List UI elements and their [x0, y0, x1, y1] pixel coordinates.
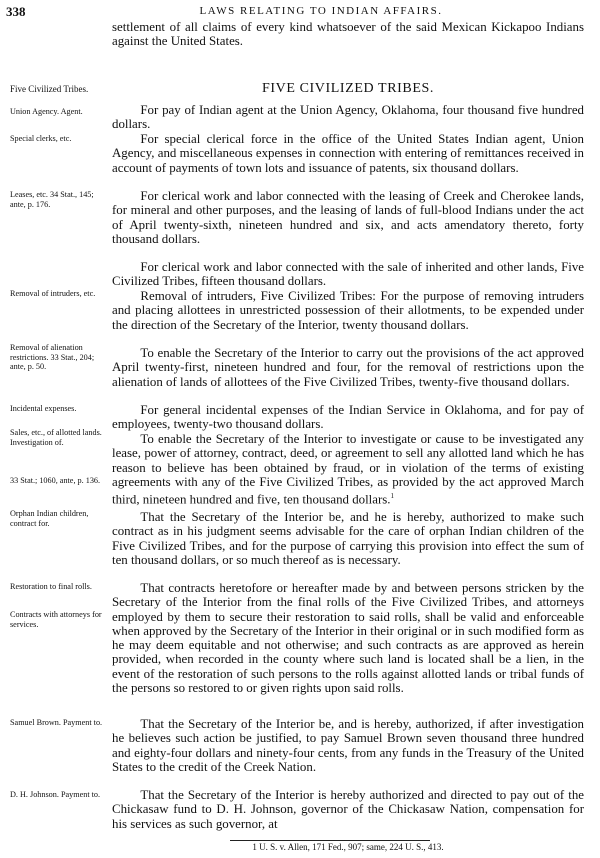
- paragraph-inherited-lands: For clerical work and labor connected with the sale of inherited and other lands, Five Civilized Tribes, fifteen thousand dollars.: [112, 260, 584, 289]
- footnote: 1 U. S. v. Allen, 171 Fed., 907; same, 224 U. S., 413.: [252, 842, 444, 852]
- paragraph-dh-johnson: That the Secretary of the Interior is hereby authorized and directed to pay out of the Chickasaw fund to D. H. Johnson, governor of the Chickasaw Nation, compensation for his services as such governor, at: [112, 788, 584, 831]
- footnote-rule: [230, 840, 430, 841]
- section-title: FIVE CIVILIZED TRIBES.: [262, 81, 434, 96]
- margin-note-alienation: Removal of alienation restrictions. 33 Stat., 204; ante, p. 50.: [10, 343, 95, 372]
- paragraph-special-clerks: For special clerical force in the office of the United States Indian agent, Union Agency, and miscellaneous expenses in connection with entering of remittances received in account of payments of town lots and issuance of patents, six thousand dollars.: [112, 132, 584, 175]
- page-number: 338: [6, 4, 26, 19]
- paragraph-alienation-restrictions: To enable the Secretary of the Interior to carry out the provisions of the act approved April twenty-first, nineteen hundred and four, for the removal of restrictions upon the alienation of lands of allottees of the Five Civilized Tribes, twenty-five thousand dollars.: [112, 346, 584, 389]
- paragraph-investigation: [112, 432, 584, 507]
- paragraph-union-agency: For pay of Indian agent at the Union Agency, Oklahoma, four thousand five hundred dollars.: [112, 103, 584, 132]
- margin-note-samuel-brown: Samuel Brown. Payment to.: [10, 718, 103, 727]
- margin-note-sales: Sales, etc., of allotted lands. Investigation of.: [10, 428, 102, 447]
- margin-note-incidental: Incidental expenses.: [10, 404, 77, 413]
- margin-note-removal-intruders: Removal of intruders, etc.: [10, 289, 96, 298]
- margin-note-stat-1060: 33 Stat.; 1060, ante, p. 136.: [10, 476, 101, 485]
- paragraph-removal-intruders: Removal of intruders, Five Civilized Tribes: For the purpose of removing intruders and placing allottees in unrestricted possession of their allotments, to be expended under the direction of the Secretary of the Interior, twenty thousand dollars.: [112, 289, 584, 332]
- paragraph-investigation-text: To enable the Secretary of the Interior to investigate or cause to be investigated any lease, power of attorney, contract, deed, or agreement to sell any allotted land which he has reason to believe has been obtained by fraud, or in violation of the terms of existing agreements with any of the Five Civilized Tribes, as provided by the act approved March third, nineteen hundred and five, ten thousand dollars.: [112, 432, 584, 507]
- footnote-mark: 1: [390, 492, 395, 501]
- margin-note-leases: Leases, etc. 34 Stat., 145; ante, p. 176.: [10, 190, 94, 209]
- margin-note-dh-johnson: D. H. Johnson. Payment to.: [10, 790, 101, 799]
- paragraph-restoration-contracts: That contracts heretofore or hereafter made by and between persons stricken by the Secretary of the Interior from the final rolls of the Five Civilized Tribes, and attorneys employed by them to secure their restoration to said rolls, shall be valid and enforceable when approved by the Secretary of the Interior in their original or in such modified form as he may deem equitable and not otherwise; and such contracts as are approved as herein provided, when recorded in the county where such land is located shall be a lien, in the event of the restoration of such persons to the rolls against allotted lands or tribal funds of the persons so restored to or given rights upon said rolls.: [112, 581, 584, 696]
- paragraph-samuel-brown: That the Secretary of the Interior be, and is hereby, authorized, if after investigation he believes such action be justified, to pay Samuel Brown seven thousand three hundred and eighty-four dollars and ninety-four cents, from any funds in the Treasury of the United States to the credit of the Creek Nation.: [112, 717, 584, 774]
- section-side-title: Five Civilized Tribes.: [10, 84, 89, 94]
- margin-note-special-clerks: Special clerks, etc.: [10, 134, 72, 143]
- paragraph-leases: For clerical work and labor connected with the leasing of Creek and Cherokee lands, for mineral and other purposes, and the leasing of lands of full-blood Indians under the act of April twenty-sixth, nineteen hundred and six, and acts amendatory thereto, forty thousand dollars.: [112, 189, 584, 246]
- margin-note-restoration: Restoration to final rolls.: [10, 582, 92, 591]
- continuation-text: settlement of all claims of every kind whatsoever of the said Mexican Kickapoo Indians against the United States.: [112, 20, 584, 49]
- margin-note-attorneys: Contracts with attorneys for services.: [10, 610, 102, 629]
- margin-note-union-agency: Union Agency. Agent.: [10, 107, 83, 116]
- page-header: [6, 4, 594, 20]
- paragraph-incidental-expenses: For general incidental expenses of the Indian Service in Oklahoma, and for pay of employees, twenty-two thousand dollars.: [112, 403, 584, 432]
- running-head: LAWS RELATING TO INDIAN AFFAIRS.: [199, 5, 443, 17]
- paragraph-orphan-children: That the Secretary of the Interior be, and he is hereby, authorized to make such contract as in his judgment seems advisable for the care of orphan Indian children of the Five Civilized Tribes, and for the purpose of carrying this provision into effect the sum of ten thousand dollars, or so much thereof as is necessary.: [112, 510, 584, 567]
- margin-note-orphan: Orphan Indian children, contract for.: [10, 509, 89, 528]
